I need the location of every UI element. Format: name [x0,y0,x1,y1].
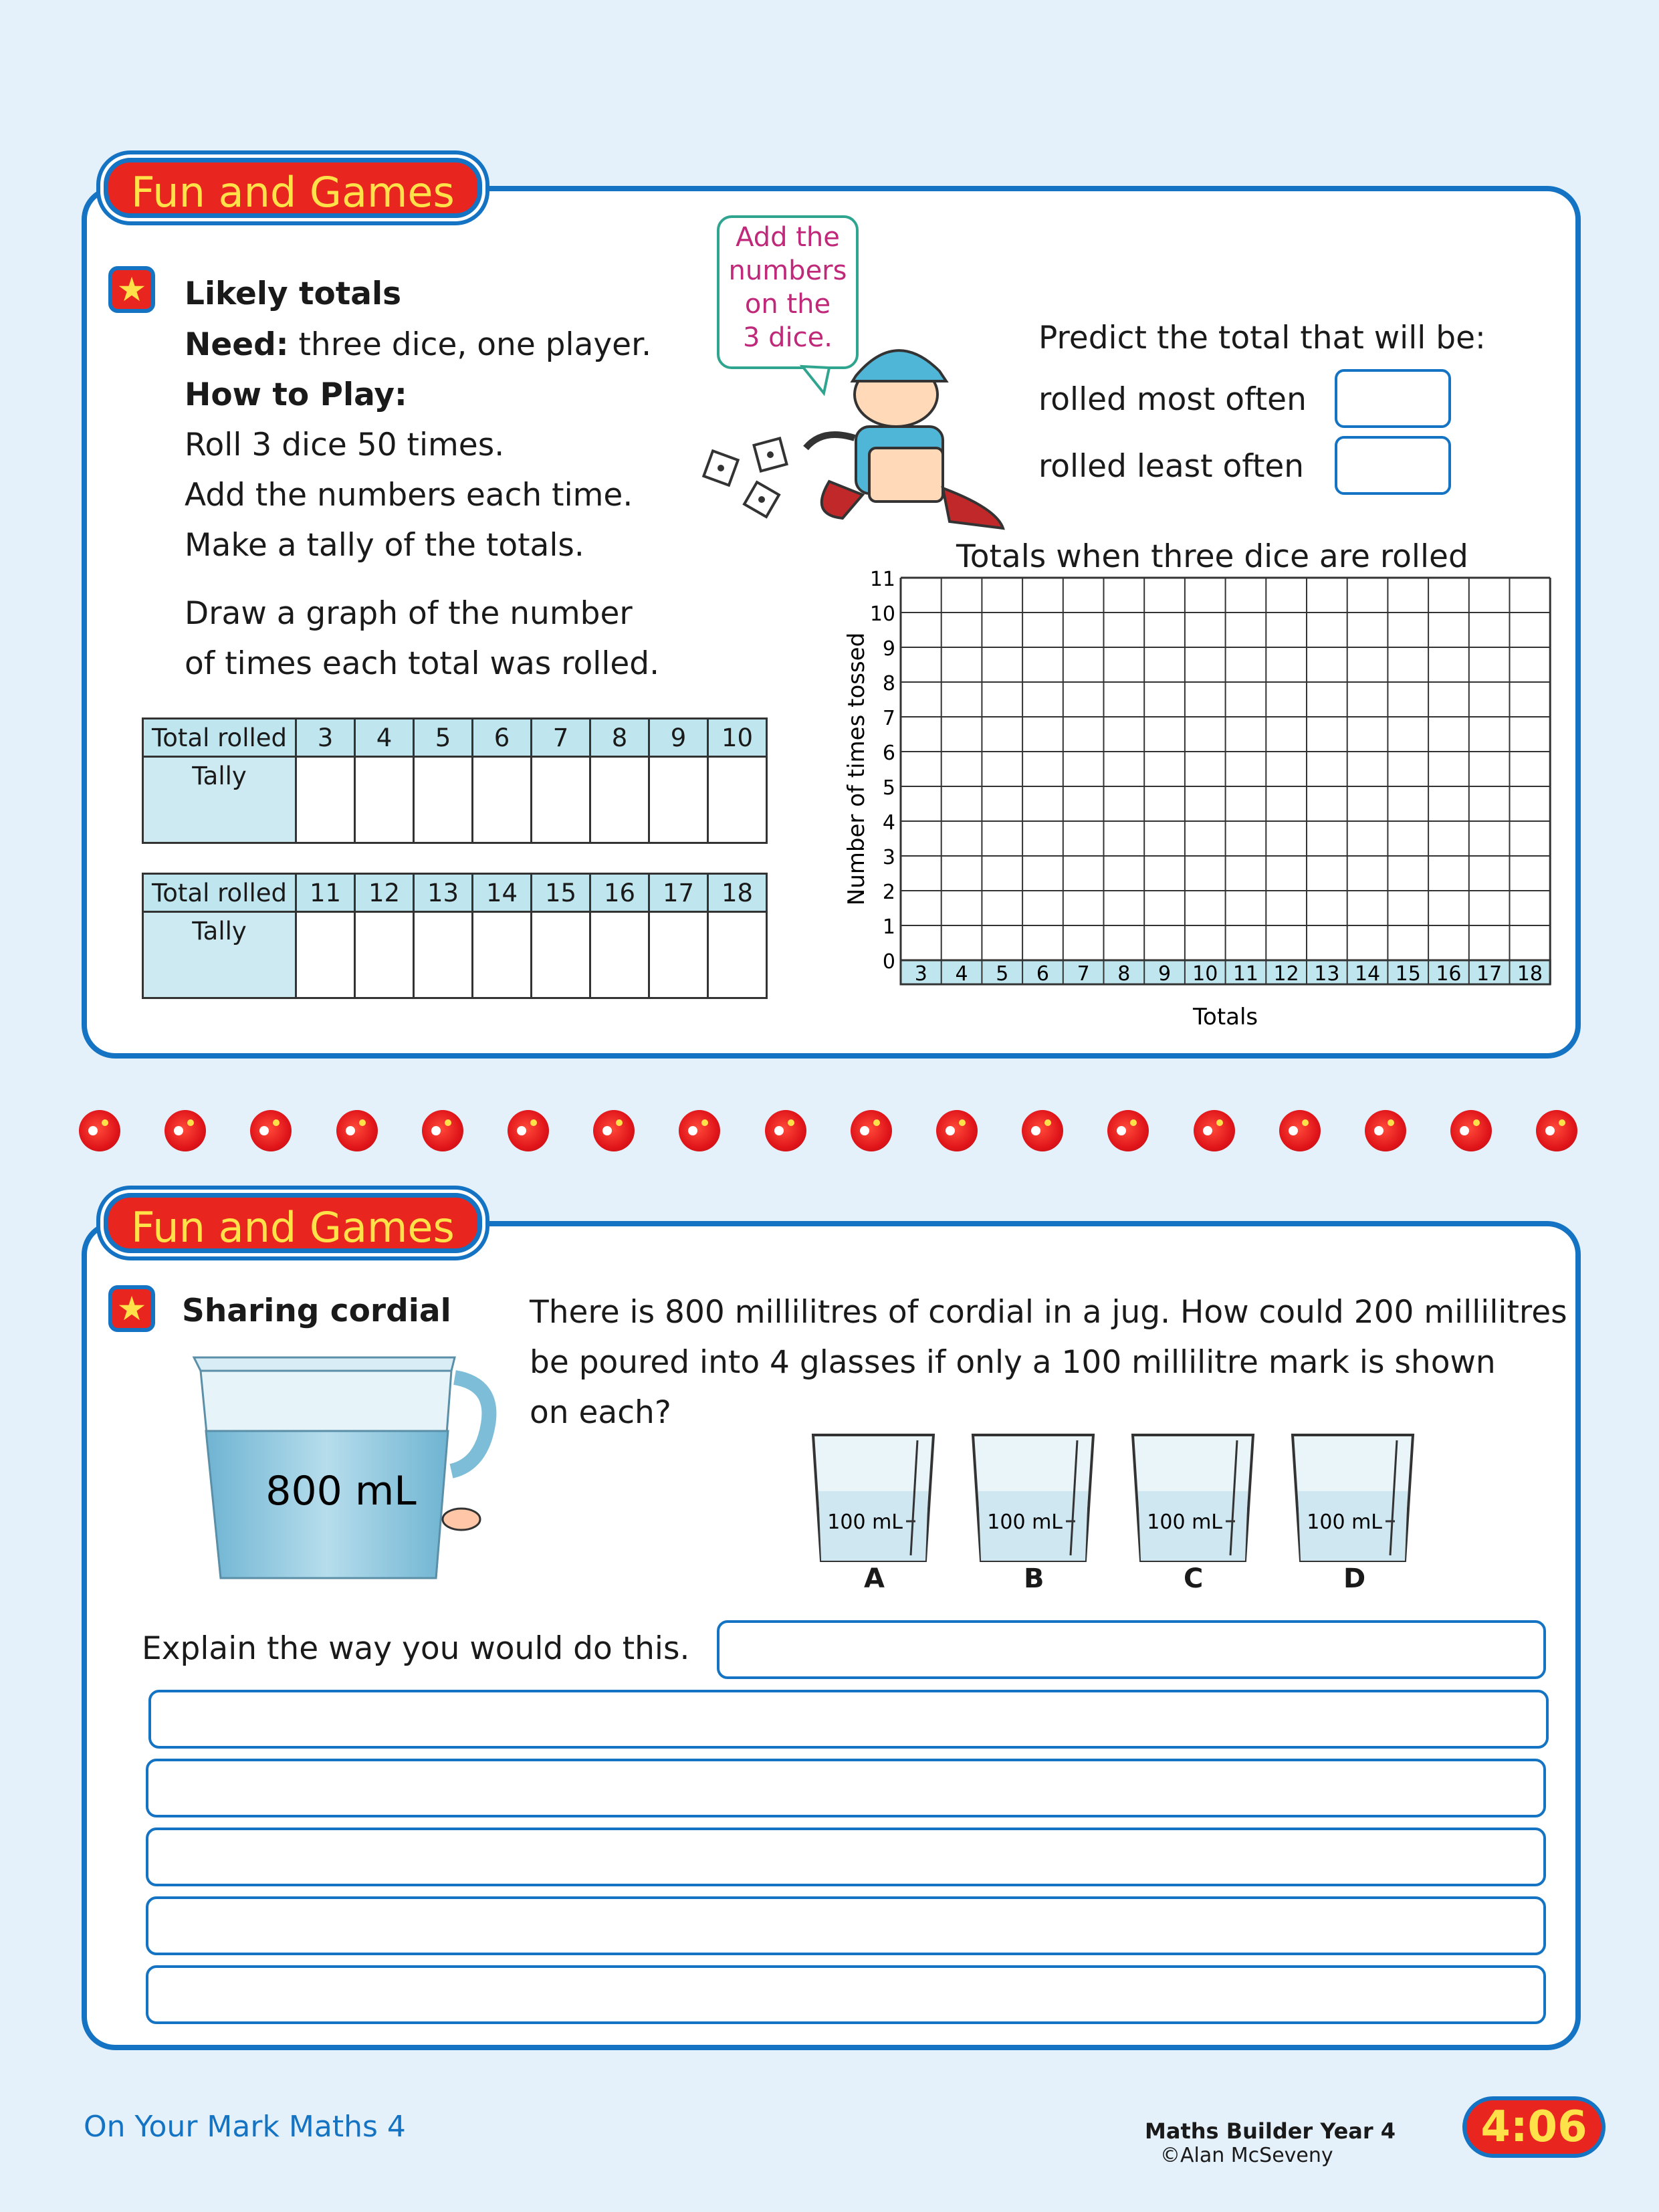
star-icon: ★ [108,1285,155,1332]
tally-input-cell[interactable] [590,757,649,843]
step-1: Roll 3 dice 50 times. [185,427,505,463]
total-cell: 8 [590,719,649,757]
book-title: Maths Builder Year 4 [1145,2118,1396,2144]
tally-input-cell[interactable] [414,757,473,843]
tally-row-label: Tally [143,912,296,998]
tally-input-cell[interactable] [708,912,767,998]
decorative-dot [936,1110,978,1151]
y-tick-label: 11 [869,568,895,591]
activity-title: Likely totals [185,275,402,312]
tally-input-cell[interactable] [708,757,767,843]
x-tick-label: 15 [1395,962,1421,986]
graph-instruction-1: Draw a graph of the number [185,595,633,632]
y-tick-label: 2 [882,881,895,904]
tally-input-cell[interactable] [473,912,532,998]
graph-instruction-2: of times each total was rolled. [185,645,660,682]
measuring-glass [810,1431,937,1565]
decorative-dot [1450,1110,1492,1151]
activity-title: Sharing cordial [182,1293,451,1329]
tally-header: Total rolled [143,719,296,757]
x-tick-label: 16 [1436,962,1462,986]
tally-input-cell[interactable] [296,757,355,843]
total-cell: 17 [649,874,708,912]
jug-label: 800 mL [265,1468,417,1515]
y-tick-label: 1 [882,915,895,939]
cartoon-boy-illustration [675,314,1023,535]
bubble-line: Add the [736,222,840,253]
measuring-glass [1130,1431,1257,1565]
how-to-play-label: How to Play: [185,376,407,413]
x-axis-label: Totals [1193,1004,1258,1030]
tally-input-cell[interactable] [590,912,649,998]
answer-line[interactable] [146,1759,1546,1817]
tally-input-cell[interactable] [649,912,708,998]
glass-letter: D [1343,1563,1366,1594]
bottom-section-tab: Fun and Games [104,1193,482,1253]
y-tick-label: 3 [882,846,895,869]
total-cell: 15 [532,874,590,912]
glass-mark-label: 100 mL [1147,1511,1222,1534]
y-tick-label: 4 [882,811,895,835]
x-tick-label: 9 [1158,962,1172,986]
decorative-dot [1022,1110,1063,1151]
question-line-3: on each? [530,1394,671,1431]
decorative-dot [79,1110,120,1151]
tally-input-cell[interactable] [355,757,414,843]
blank-bar-graph [829,568,1565,1036]
answer-line[interactable] [717,1620,1546,1679]
decorative-dot [679,1110,720,1151]
measuring-glass [970,1431,1097,1565]
question-line-2: be poured into 4 glasses if only a 100 millilitre mark is shown [530,1344,1496,1381]
decorative-dot [422,1110,463,1151]
x-tick-label: 3 [914,962,927,986]
x-tick-label: 6 [1036,962,1049,986]
tally-input-cell[interactable] [296,912,355,998]
decorative-dot [1536,1110,1577,1151]
tally-header: Total rolled [143,874,296,912]
x-tick-label: 7 [1077,962,1090,986]
tally-input-cell[interactable] [355,912,414,998]
need-text: three dice, one player. [288,326,652,363]
star-icon: ★ [108,266,155,313]
predict-least-label: rolled least often [1038,448,1305,485]
predict-heading: Predict the total that will be: [1038,320,1486,356]
decorative-dot [336,1110,378,1151]
question-line-1: There is 800 millilitres of cordial in a jug. How could 200 millilitres [530,1294,1567,1331]
y-tick-label: 7 [882,707,895,730]
y-tick-label: 8 [882,672,895,695]
tally-input-cell[interactable] [473,757,532,843]
glass-letter: B [1024,1563,1044,1594]
tally-table-low [142,717,768,844]
tally-table-high [142,873,768,999]
x-tick-label: 5 [996,962,1009,986]
glass-mark-label: 100 mL [987,1511,1063,1534]
step-2: Add the numbers each time. [185,477,633,514]
tally-row-label: Tally [143,757,296,843]
predict-most-input[interactable] [1335,369,1451,428]
total-cell: 7 [532,719,590,757]
x-tick-label: 8 [1117,962,1131,986]
tally-input-cell[interactable] [532,912,590,998]
bubble-line: on the [744,289,831,320]
total-cell: 4 [355,719,414,757]
need-label: Need: [185,326,289,363]
answer-line[interactable] [146,1896,1546,1955]
answer-line[interactable] [148,1690,1549,1749]
total-cell: 10 [708,719,767,757]
series-title: On Your Mark Maths 4 [84,2110,406,2144]
x-tick-label: 11 [1232,962,1259,986]
step-3: Make a tally of the totals. [185,527,584,564]
need-line [185,326,651,363]
total-cell: 13 [414,874,473,912]
copyright: ©Alan McSeveny [1160,2144,1333,2167]
measuring-glass [1290,1431,1417,1565]
decorative-dot [1194,1110,1235,1151]
x-tick-label: 12 [1273,962,1299,986]
y-tick-label: 10 [869,602,895,626]
decorative-dot [1107,1110,1149,1151]
total-cell: 14 [473,874,532,912]
x-tick-label: 14 [1354,962,1381,986]
y-axis-label: Number of times tossed [843,632,870,906]
x-tick-label: 13 [1314,962,1340,986]
total-cell: 9 [649,719,708,757]
predict-least-input[interactable] [1335,436,1451,495]
top-section-tab: Fun and Games [104,158,482,218]
total-cell: 3 [296,719,355,757]
total-cell: 5 [414,719,473,757]
bubble-line: numbers [728,255,847,286]
total-cell: 6 [473,719,532,757]
total-cell: 18 [708,874,767,912]
tally-input-cell[interactable] [532,757,590,843]
page-number-badge: 4:06 [1462,2096,1606,2158]
predict-most-label: rolled most often [1038,381,1307,418]
y-tick-label: 9 [882,637,895,661]
total-cell: 12 [355,874,414,912]
decorative-dot [765,1110,806,1151]
y-tick-label: 6 [882,742,895,765]
jug-illustration [187,1344,502,1591]
y-tick-label: 5 [882,776,895,800]
decorative-dot [508,1110,549,1151]
total-cell: 16 [590,874,649,912]
x-tick-label: 4 [955,962,968,986]
x-tick-label: 10 [1192,962,1218,986]
total-cell: 11 [296,874,355,912]
answer-line[interactable] [146,1828,1546,1886]
dice-icon [703,439,786,517]
glass-mark-label: 100 mL [827,1511,903,1534]
x-tick-label: 18 [1517,962,1543,986]
tally-input-cell[interactable] [649,757,708,843]
decorative-dot [593,1110,635,1151]
decorative-dot [164,1110,206,1151]
tally-input-cell[interactable] [414,912,473,998]
glass-letter: C [1184,1563,1204,1594]
decorative-dot [1279,1110,1321,1151]
y-tick-label: 0 [882,950,895,974]
decorative-dot [851,1110,892,1151]
decorative-dot [250,1110,292,1151]
x-tick-label: 17 [1476,962,1503,986]
answer-line[interactable] [146,1965,1546,2024]
glass-mark-label: 100 mL [1307,1511,1382,1534]
chart-title: Totals when three dice are rolled [956,538,1468,575]
decorative-dot [1365,1110,1406,1151]
explain-prompt: Explain the way you would do this. [142,1630,690,1667]
glass-letter: A [864,1563,885,1594]
bubble-line: 3 dice. [743,322,833,353]
